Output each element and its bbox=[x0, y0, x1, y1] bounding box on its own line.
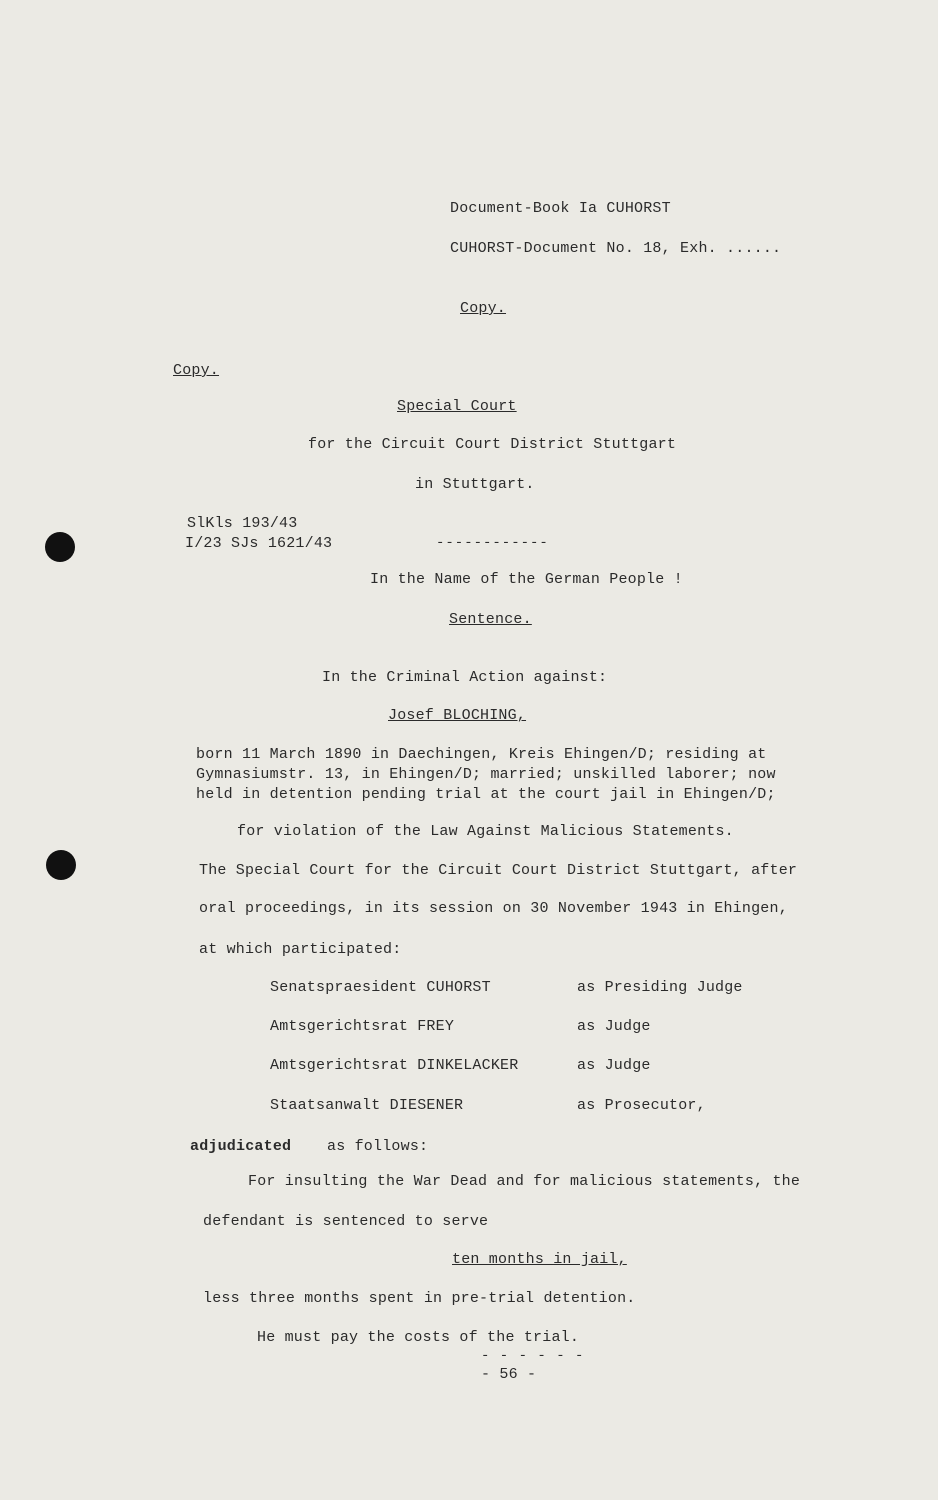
name-of-people: In the Name of the German People ! bbox=[370, 571, 683, 588]
file-ref-2: I/23 SJs 1621/43 bbox=[185, 535, 333, 552]
sentence-heading: Sentence. bbox=[449, 611, 532, 628]
participant-role: as Judge bbox=[577, 1018, 651, 1035]
court-district: for the Circuit Court District Stuttgart bbox=[308, 436, 677, 453]
court-location: in Stuttgart. bbox=[415, 476, 535, 493]
proceedings-2: oral proceedings, in its session on 30 November 1943 in Ehingen, bbox=[199, 900, 788, 917]
participant-name: Staatsanwalt DIESENER bbox=[270, 1097, 464, 1114]
defendant-info-3: held in detention pending trial at the court jail in Ehingen/D; bbox=[196, 786, 776, 803]
footer-dashes: - - - - - - bbox=[481, 1348, 585, 1364]
participant-name: Amtsgerichtsrat FREY bbox=[270, 1018, 455, 1035]
participant-role: as Judge bbox=[577, 1057, 651, 1074]
defendant-info-1: born 11 March 1890 in Daechingen, Kreis Ehingen/D; residing at bbox=[196, 746, 767, 763]
participant-role: as Prosecutor, bbox=[577, 1097, 706, 1114]
violation-line: for violation of the Law Against Malicious Statements. bbox=[237, 823, 734, 840]
verdict-1: For insulting the War Dead and for malicious statements, the bbox=[248, 1173, 801, 1190]
court-title: Special Court bbox=[397, 398, 517, 415]
participant-name: Amtsgerichtsrat DINKELACKER bbox=[270, 1057, 519, 1074]
doc-number-line: CUHORST-Document No. 18, Exh. ...... bbox=[450, 240, 782, 257]
participant-role: as Presiding Judge bbox=[577, 979, 743, 996]
doc-book-line: Document-Book Ia CUHORST bbox=[450, 200, 671, 217]
defendant-name: Josef BLOCHING, bbox=[388, 707, 527, 724]
file-ref-1: SlKls 193/43 bbox=[187, 515, 298, 532]
adjudicated-rest: as follows: bbox=[327, 1138, 429, 1155]
divider: ------------ bbox=[436, 535, 549, 551]
participant-name: Senatspraesident CUHORST bbox=[270, 979, 491, 996]
verdict-2: defendant is sentenced to serve bbox=[203, 1213, 489, 1230]
verdict-term: ten months in jail, bbox=[452, 1251, 627, 1268]
verdict-costs: He must pay the costs of the trial. bbox=[257, 1329, 580, 1346]
verdict-less: less three months spent in pre-trial detention. bbox=[203, 1290, 636, 1307]
copy-top: Copy. bbox=[460, 300, 507, 317]
adjudicated-word: adjudicated bbox=[190, 1138, 292, 1155]
proceedings-3: at which participated: bbox=[199, 941, 402, 958]
punch-hole bbox=[46, 850, 76, 880]
defendant-info-2: Gymnasiumstr. 13, in Ehingen/D; married; unskilled laborer; now bbox=[196, 766, 776, 783]
page-number: - 56 - bbox=[481, 1366, 537, 1383]
proceedings-1: The Special Court for the Circuit Court District Stuttgart, after bbox=[199, 862, 798, 879]
copy-left: Copy. bbox=[173, 362, 220, 379]
criminal-action: In the Criminal Action against: bbox=[322, 669, 608, 686]
punch-hole bbox=[45, 532, 75, 562]
